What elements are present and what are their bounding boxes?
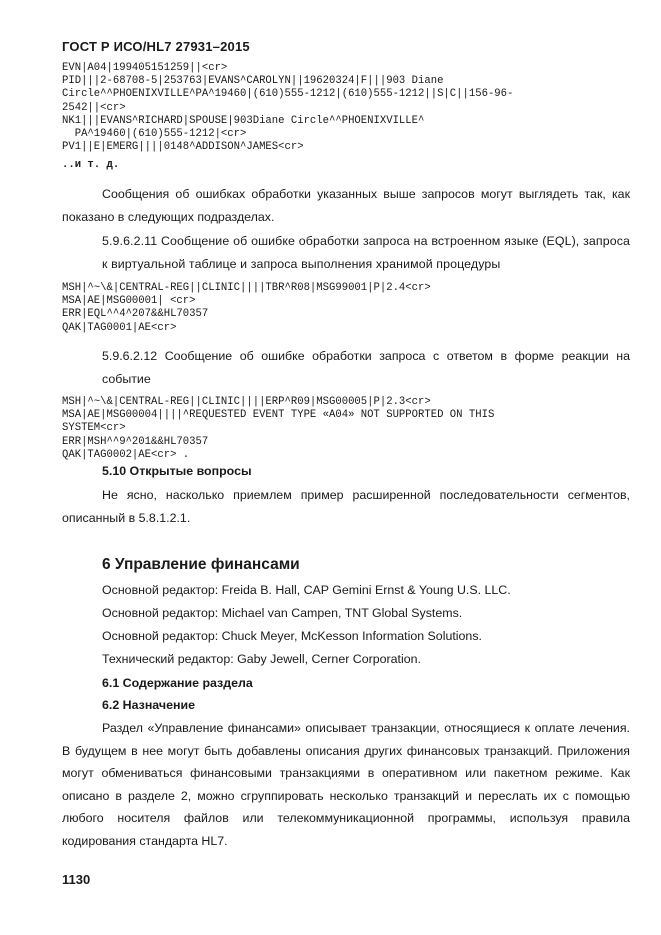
hl7-message-block-1: EVN|A04|199405151259||<cr> PID|||2-68708-5|253763|EVANS^CAROLYN||19620324|F|||903 Diane Circle^^PHOENIXVILLE^PA^19460|(610)555-1212|(610)555-1212||S|C||156-96- 2542||<cr> NK1|||EVANS^RICHARD|SPOUSE|903Diane Circle^^PHOENIXVILLE^ PA^19460|(610)555-1212|<cr> PV1||E|EMERG||||0148^ADDISON^JAMES<cr> [62, 62, 514, 154]
section-6-title: 6 Управление финансами [102, 556, 300, 573]
page-number: 1130 [62, 872, 91, 887]
section-6-2-title: 6.2 Назначение [102, 698, 195, 712]
editor-line-2: Основной редактор: Michael van Campen, TNT Global Systems. [102, 606, 463, 620]
section-6-1-title: 6.1 Содержание раздела [102, 676, 253, 690]
etc-note: ..и т. д. [62, 159, 120, 171]
hl7-message-block-3: MSH|^~\&|CENTRAL-REG||CLINIC||||ERP^R09|MSG00005|P|2.3<cr> MSA|AE|MSG00004||||^REQUESTED EVENT TYPE «A04» NOT SUPPORTED ON THIS SYSTEM<cr> ERR|MSH^^9^201&&HL70357 QAK|TAG0002|AE<cr> . [62, 396, 495, 461]
section-5-10-title: 5.10 Открытые вопросы [102, 464, 252, 478]
hl7-message-block-2: MSH|^~\&|CENTRAL-REG||CLINIC||||TBR^R08|MSG99001|P|2.4<cr> MSA|AE|MSG00001| <cr> ERR|EQL^^4^207&&HL70357 QAK|TAG0001|AE<cr> [62, 282, 431, 334]
intro-paragraph: Сообщения об ошибках обработки указанных выше запросов могут выглядеть так, как показано в следующих подразделах. [62, 187, 630, 224]
section-5-10-text: Не ясно, насколько приемлем пример расширенной последовательности сегментов, описанный в 5.8.1.2.1. [62, 488, 630, 525]
editor-line-3: Основной редактор: Chuck Meyer, McKesson Information Solutions. [102, 629, 482, 643]
section-6-2-text: Раздел «Управление финансами» описывает транзакции, относящиеся к оплате лечения. В будущем в нее могут быть добавлены описания других финансовых транзакций. Приложения могут обмениваться финансовыми транзакциями в оперативном или пакетном режиме. Как описано в разделе 2, можно сгруппировать несколько транзакций и переслать их с помощью любого носителя файлов или телекоммуникационной программы, используя правила кодирования стандарта HL7. [62, 721, 630, 848]
editor-line-1: Основной редактор: Freida B. Hall, CAP Gemini Ernst & Young U.S. LLC. [102, 583, 511, 597]
section-5-9-6-2-11-heading: 5.9.6.2.11 Сообщение об ошибке обработки запроса на встроенном языке (EQL), запроса к виртуальной таблице и запроса выполнения хранимой процедуры [102, 234, 630, 271]
document-header: ГОСТ Р ИСО/HL7 27931–2015 [62, 39, 250, 54]
editor-line-4: Технический редактор: Gaby Jewell, Cerner Corporation. [102, 652, 421, 666]
section-5-9-6-2-12-heading: 5.9.6.2.12 Сообщение об ошибке обработки запроса с ответом в форме реакции на событие [102, 349, 630, 386]
